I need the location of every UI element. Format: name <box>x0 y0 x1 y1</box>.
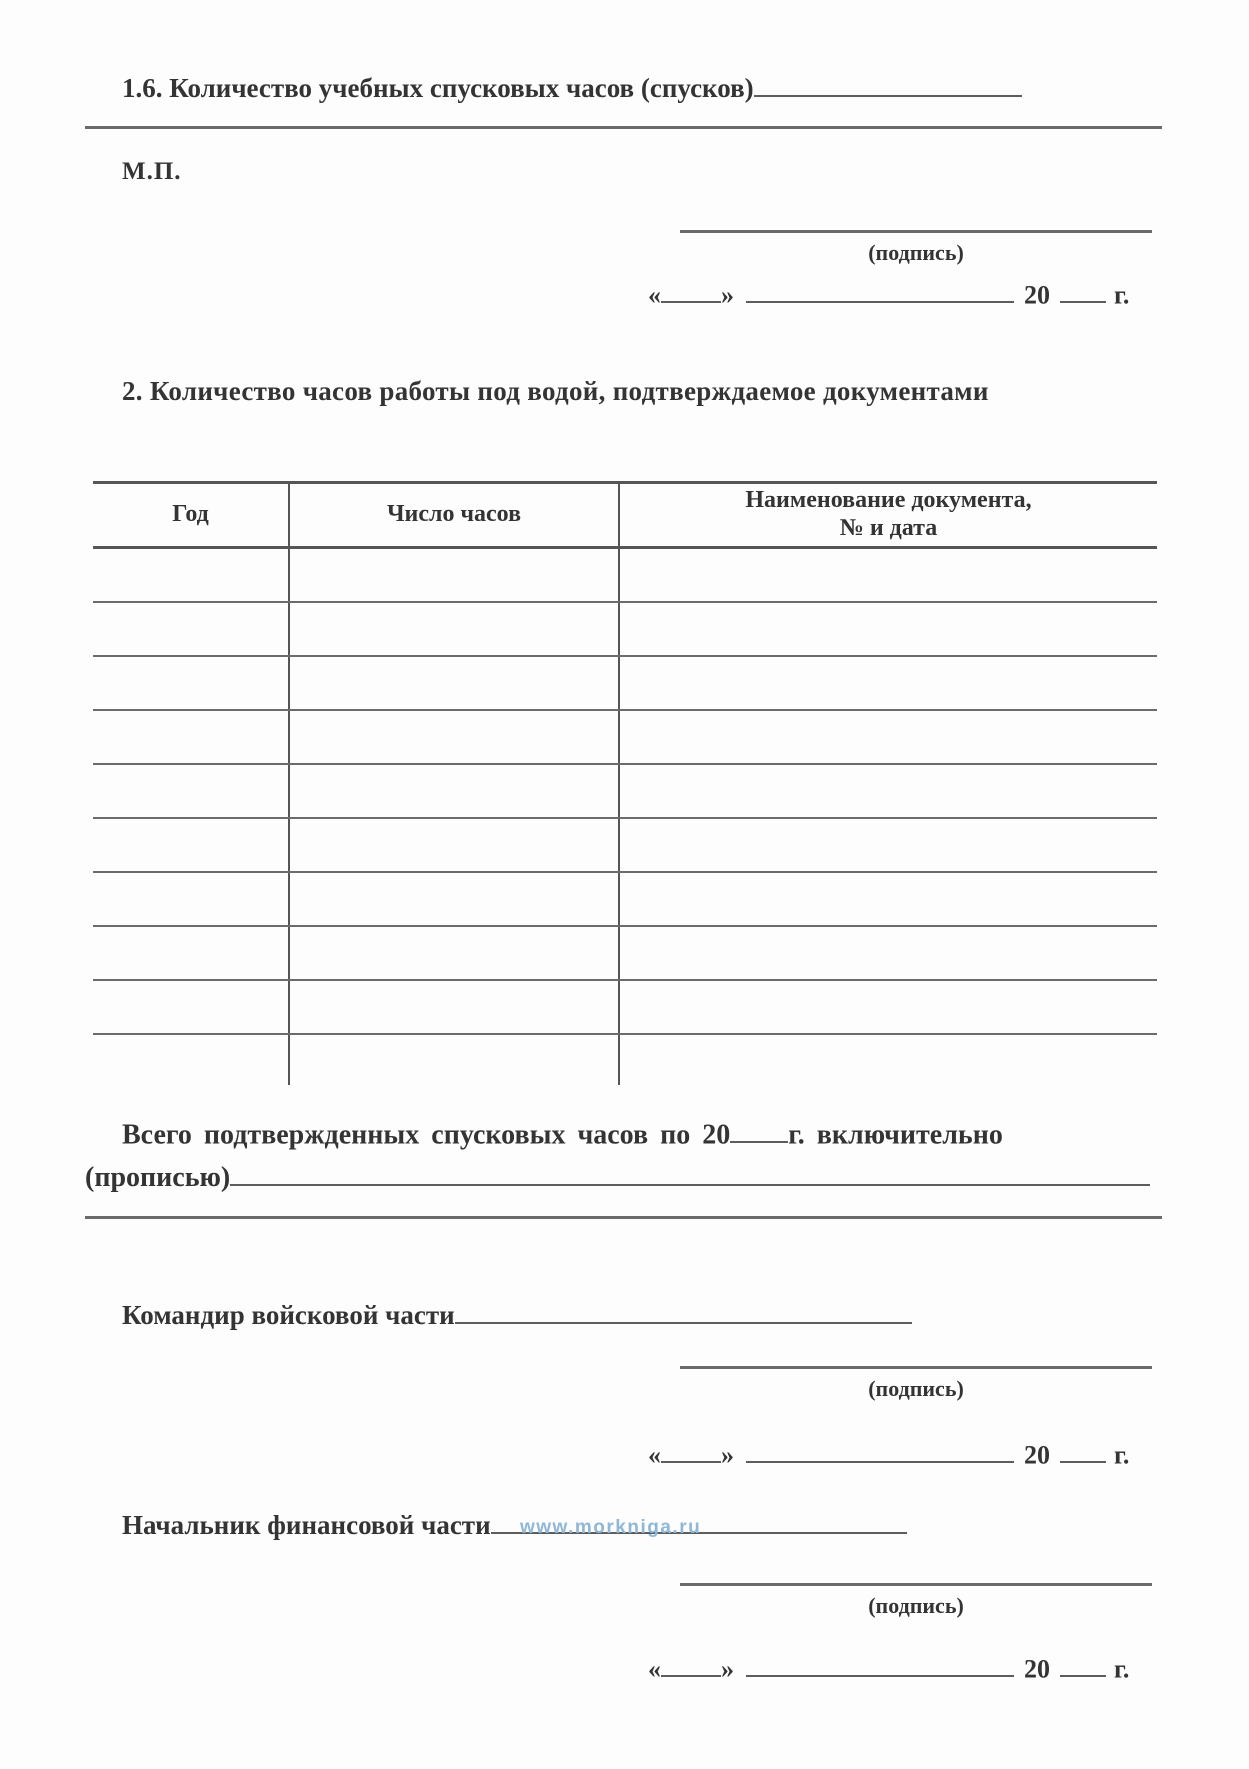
finance-chief-line <box>122 1505 907 1541</box>
total-suffix: г. включительно <box>788 1119 1003 1151</box>
propisyu-label: (прописью) <box>85 1162 231 1193</box>
date-year-blank <box>1060 274 1106 303</box>
signature-line <box>680 230 1152 233</box>
table-cell-hours <box>290 549 620 601</box>
table-cell-hours <box>290 711 620 763</box>
underwater-hours-table-body <box>93 549 1157 1035</box>
date-month-blank <box>746 274 1014 303</box>
date-year-blank <box>1060 1434 1106 1463</box>
section-2-heading: 2. Количество часов работы под водой, подтверждаемое документами <box>122 376 989 406</box>
table-row <box>93 711 1157 765</box>
table-cell-year <box>93 549 290 601</box>
field-1-6-blank <box>754 68 1022 97</box>
full-width-rule-bottom <box>85 1216 1162 1219</box>
total-confirmed-line <box>122 1112 1152 1151</box>
table-cell-year <box>93 1035 290 1085</box>
table-header-hours: Число часов <box>290 484 620 546</box>
date-year-suffix: г. <box>1114 1654 1130 1684</box>
signature-caption: (подпись) <box>868 1593 964 1618</box>
table-cell-year <box>93 873 290 925</box>
table-row <box>93 765 1157 819</box>
signature-caption: (подпись) <box>868 1376 964 1401</box>
table-cell-document <box>620 873 1157 925</box>
table-cell-year <box>93 603 290 655</box>
commander-label: Командир войсковой части <box>122 1300 455 1330</box>
table-cell-document <box>620 819 1157 871</box>
table-cell-hours <box>290 765 620 817</box>
date-month-blank <box>746 1648 1014 1677</box>
commander-blank <box>455 1295 912 1324</box>
table-cell-hours <box>290 819 620 871</box>
table-cell-year <box>93 711 290 763</box>
full-width-rule-top <box>85 126 1162 129</box>
site-watermark: www.morkniga.ru <box>520 1517 702 1538</box>
table-cell-document <box>620 549 1157 601</box>
finance-chief-label: Начальник финансовой части <box>122 1510 491 1540</box>
underwater-hours-table <box>93 481 1157 1085</box>
date-line <box>648 274 1158 310</box>
table-open-row <box>93 1035 1157 1085</box>
date-quote-open: « <box>648 1440 661 1470</box>
table-cell-document <box>620 1035 1157 1085</box>
table-row <box>93 981 1157 1035</box>
table-cell-document <box>620 711 1157 763</box>
table-cell-year <box>93 927 290 979</box>
table-cell-hours <box>290 603 620 655</box>
table-row <box>93 927 1157 981</box>
table-header-document: Наименование документа, № и дата <box>745 487 1032 541</box>
propisyu-line <box>85 1156 1150 1194</box>
date-year-prefix: 20 <box>1024 280 1050 310</box>
date-quote-open: « <box>648 280 661 310</box>
date-day-blank <box>661 1434 721 1463</box>
date-year-suffix: г. <box>1114 1440 1130 1470</box>
table-header-row <box>93 484 1157 549</box>
table-cell-year <box>93 981 290 1033</box>
field-1-6 <box>122 68 1022 104</box>
date-quote-open: « <box>648 1654 661 1684</box>
field-1-6-label: 1.6. Количество учебных спусковых часов (спусков) <box>122 73 754 103</box>
table-cell-document <box>620 927 1157 979</box>
table-row <box>93 819 1157 873</box>
table-cell-document <box>620 765 1157 817</box>
date-year-prefix: 20 <box>1024 1440 1050 1470</box>
table-row <box>93 873 1157 927</box>
table-cell-year <box>93 765 290 817</box>
table-cell-document <box>620 657 1157 709</box>
date-year-blank <box>1060 1648 1106 1677</box>
date-quote-close: » <box>721 1440 734 1470</box>
table-cell-year <box>93 819 290 871</box>
total-prefix: Всего подтвержденных спусковых часов по 20 <box>122 1119 731 1151</box>
date-quote-close: » <box>721 280 734 310</box>
commander-line <box>122 1295 912 1331</box>
table-row <box>93 657 1157 711</box>
table-cell-hours <box>290 657 620 709</box>
table-cell-hours <box>290 1035 620 1085</box>
table-cell-hours <box>290 927 620 979</box>
date-line <box>648 1648 1158 1684</box>
table-cell-document <box>620 981 1157 1033</box>
table-row <box>93 603 1157 657</box>
table-cell-hours <box>290 981 620 1033</box>
signature-line <box>680 1366 1152 1369</box>
total-year-blank <box>730 1112 788 1143</box>
table-row <box>93 549 1157 603</box>
date-day-blank <box>661 1648 721 1677</box>
propisyu-blank <box>230 1156 1150 1186</box>
date-year-suffix: г. <box>1114 280 1130 310</box>
date-day-blank <box>661 274 721 303</box>
date-year-prefix: 20 <box>1024 1654 1050 1684</box>
signature-caption: (подпись) <box>868 240 964 265</box>
signature-line <box>680 1583 1152 1586</box>
table-cell-document <box>620 603 1157 655</box>
date-line <box>648 1434 1158 1470</box>
seal-placeholder: М.П. <box>122 158 182 185</box>
date-month-blank <box>746 1434 1014 1463</box>
table-cell-hours <box>290 873 620 925</box>
table-cell-year <box>93 657 290 709</box>
table-header-year: Год <box>93 484 290 546</box>
date-quote-close: » <box>721 1654 734 1684</box>
